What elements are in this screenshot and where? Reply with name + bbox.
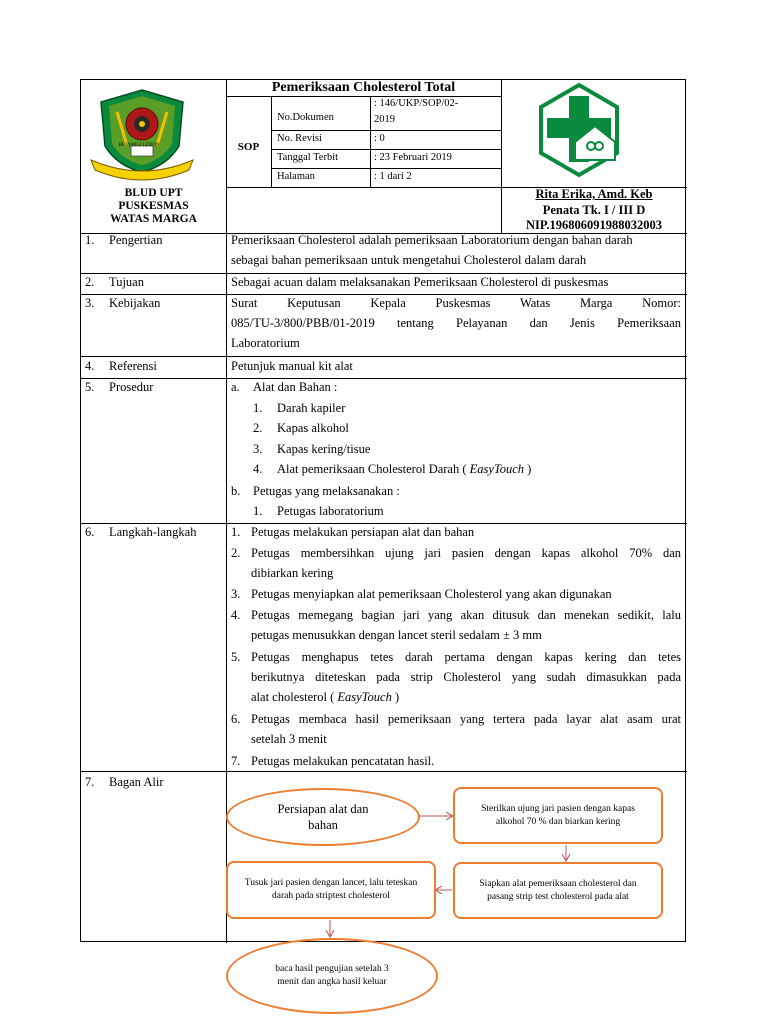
page-label: Halaman (277, 171, 315, 182)
section-number: 7. (85, 775, 95, 789)
revision-value: : 0 (374, 133, 385, 144)
doc-number-value: : 146/UKP/SOP/02- (374, 98, 459, 109)
divider (226, 233, 227, 943)
step-text: alat cholesterol ( EasyTouch ) (251, 690, 400, 704)
list-marker: 3. (253, 442, 263, 456)
pengertian-text-1: Pemeriksaan Cholesterol adalah pemeriksaan Laboratorium dengan bahan darah (231, 233, 633, 247)
tujuan-text: Sebagai acuan dalam melaksanakan Pemeriksaan Cholesterol di puskesmas (231, 275, 609, 289)
divider (81, 356, 687, 357)
step-text: setelah 3 menit (251, 732, 327, 746)
flow-step-prepare (226, 788, 420, 846)
divider (81, 771, 687, 772)
kebijakan-text-2: 085/TU-3/800/PBB/01-2019 tentang Pelayanan dan Jenis Pemeriksaan (231, 316, 681, 330)
prosedur-a-title: Alat dan Bahan : (253, 380, 338, 394)
flow-step-label: Sterilkan ujung jari pasien dengan kapas alkohol 70 % dan biarkan kering (481, 803, 635, 827)
kebijakan-text-3: Laboratorium (231, 336, 300, 350)
org-name-line1: BLUD UPT (124, 187, 183, 199)
org-name-line3: WATAS MARGA (110, 213, 197, 225)
section-number: 4. (85, 359, 95, 373)
step-text: Petugas menyiapkan alat pemeriksaan Cholesterol yang akan digunakan (251, 587, 612, 601)
list-marker: 1. (253, 504, 263, 518)
signer-nip: NIP.196806091988032003 (525, 218, 662, 232)
flow-step-prick (226, 861, 436, 919)
org-name-line2: PUSKESMAS (118, 200, 189, 212)
step-number: 3. (231, 587, 241, 601)
divider (271, 96, 272, 187)
section-number: 1. (85, 233, 95, 247)
doc-number-value-cont: 2019 (374, 114, 395, 125)
section-number: 2. (85, 275, 95, 289)
step-number: 1. (231, 525, 241, 539)
section-number: 6. (85, 525, 95, 539)
section-label-prosedur: Prosedur (109, 380, 154, 394)
issue-date-value: : 23 Februari 2019 (374, 152, 452, 163)
step-text: Petugas memegang bagian jari yang akan ditusuk dan menekan sedikit, lalu (251, 608, 681, 622)
flow-step-sterilize (453, 787, 663, 844)
list-item: Alat pemeriksaan Cholesterol Darah ( EasyTouch ) (277, 462, 532, 476)
flow-step-label: Tusuk jari pasien dengan lancet, lalu teteskan darah pada striptest cholesterol (244, 878, 418, 901)
step-number: 5. (231, 650, 241, 664)
logo-ribbon-text: BEJAMO I LEBON (118, 143, 160, 148)
section-number: 3. (85, 296, 95, 310)
puskesmas-logo (531, 82, 627, 178)
flow-step-read-result (226, 938, 438, 1014)
step-number: 7. (231, 754, 241, 768)
list-marker: 1. (253, 401, 263, 415)
regency-crest-logo (87, 86, 197, 184)
prosedur-b-title: Petugas yang melaksanakan : (253, 484, 400, 498)
section-label-bagan: Bagan Alir (109, 775, 164, 789)
list-marker: b. (231, 484, 241, 498)
list-item: Kapas kering/tisue (277, 442, 371, 456)
signer-rank: Penata Tk. I / III D (542, 203, 646, 217)
step-text: Petugas membersihkan ujung jari pasien dengan kapas alkohol 70% dan (251, 546, 681, 560)
divider (81, 378, 687, 379)
step-text: petugas menusukkan dengan lancet steril sedalam ± 3 mm (251, 628, 542, 642)
document-title: Pemeriksaan Cholesterol Total (271, 80, 456, 95)
step-text: berikutnya diteteskan pada strip Cholesterol yang sudah dimasukkan pada (251, 670, 681, 684)
section-label-tujuan: Tujuan (109, 275, 144, 289)
list-item: Kapas alkohol (277, 421, 349, 435)
issue-date-label: Tanggal Terbit (277, 152, 339, 163)
step-text: Petugas melakukan pencatatan hasil. (251, 754, 435, 768)
doc-number-label: No.Dokumen (277, 112, 334, 123)
sop-label: SOP (237, 141, 260, 153)
step-text: Petugas melakukan persiapan alat dan bahan (251, 525, 475, 539)
list-marker: a. (231, 380, 240, 394)
referensi-text: Petunjuk manual kit alat (231, 359, 353, 373)
divider (370, 96, 371, 187)
flow-step-label: Persiapan alat dan bahan (277, 802, 369, 832)
section-label-langkah: Langkah-langkah (109, 525, 197, 539)
kebijakan-text-1: Surat Keputusan Kepala Puskesmas Watas Marga Nomor: (231, 296, 681, 310)
step-text: Petugas menghapus tetes darah pertama dengan kapas kering dan tetes (251, 650, 681, 664)
flow-step-prepare-device (453, 862, 663, 919)
step-text: Petugas membaca hasil pemeriksaan yang tertera pada layar alat asam urat (251, 712, 681, 726)
flow-step-label: baca hasil pengujian setelah 3 menit dan angka hasil keluar (275, 964, 389, 987)
step-number: 2. (231, 546, 241, 560)
signer-name: Rita Erika, Amd. Keb (535, 187, 653, 201)
step-text: dibiarkan kering (251, 566, 334, 580)
step-number: 4. (231, 608, 241, 622)
list-item: Petugas laboratorium (277, 504, 384, 518)
section-label-pengertian: Pengertian (109, 233, 163, 247)
section-label-referensi: Referensi (109, 359, 157, 373)
revision-label: No. Revisi (277, 133, 322, 144)
pengertian-text-2: sebagai bahan pemeriksaan untuk mengetahui Cholesterol dalam darah (231, 253, 587, 267)
flow-step-label: Siapkan alat pemeriksaan cholesterol dan pasang strip test cholesterol pada alat (479, 878, 637, 902)
list-item: Darah kapiler (277, 401, 346, 415)
section-number: 5. (85, 380, 95, 394)
step-number: 6. (231, 712, 241, 726)
page-value: : 1 dari 2 (374, 171, 412, 182)
list-marker: 4. (253, 462, 263, 476)
section-label-kebijakan: Kebijakan (109, 296, 161, 310)
list-marker: 2. (253, 421, 263, 435)
